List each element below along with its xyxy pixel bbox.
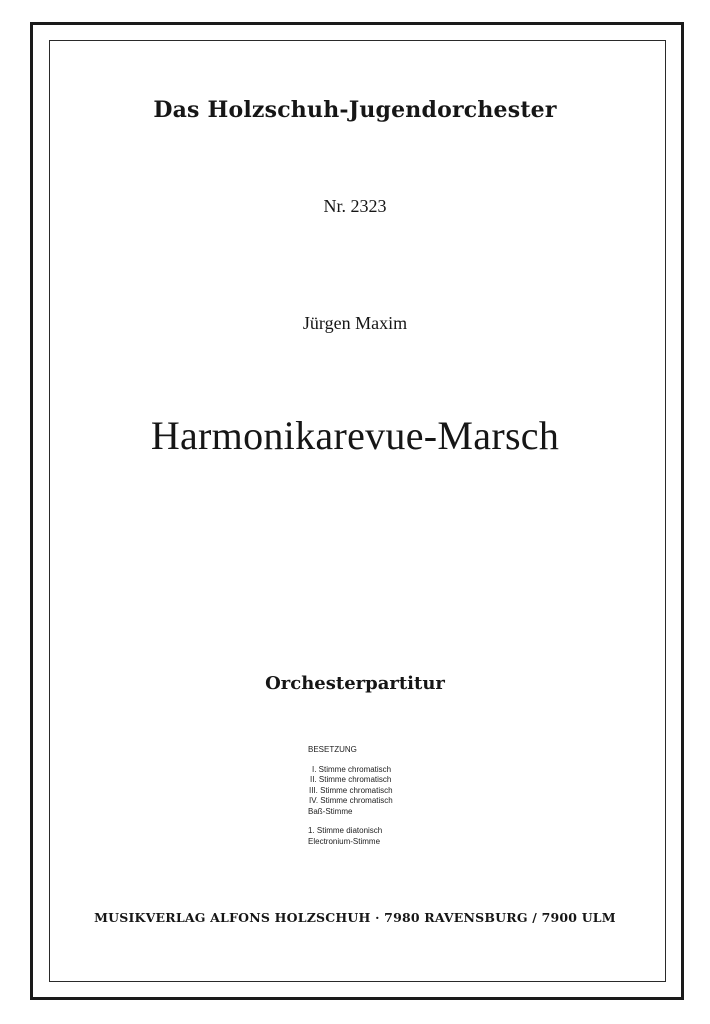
publisher-line: MUSIKVERLAG ALFONS HOLZSCHUH · 7980 RAVENSBURG / 7900 ULM: [94, 910, 616, 925]
scoring-part: Electronium-Stimme: [308, 836, 381, 846]
scoring-heading: BESETZUNG: [308, 745, 357, 754]
scoring-part: 1. Stimme diatonisch: [308, 826, 383, 835]
scoring-part: I. Stimme chromatisch: [312, 764, 392, 774]
score-type: Orchesterpartitur: [265, 673, 445, 694]
scoring-part: Baß-Stimme: [308, 806, 353, 816]
scoring-part: IV. Stimme chromatisch: [309, 796, 393, 805]
piece-title: Harmonikarevue-Marsch: [150, 413, 560, 458]
series-title: Das Holzschuh-Jugendorchester: [153, 97, 557, 123]
composer-name: Jürgen Maxim: [302, 313, 408, 333]
scoring-part: II. Stimme chromatisch: [310, 775, 392, 784]
scoring-list: [308, 745, 393, 847]
scoring-part: III. Stimme chromatisch: [309, 785, 393, 795]
edition-number: Nr. 2323: [323, 196, 387, 216]
